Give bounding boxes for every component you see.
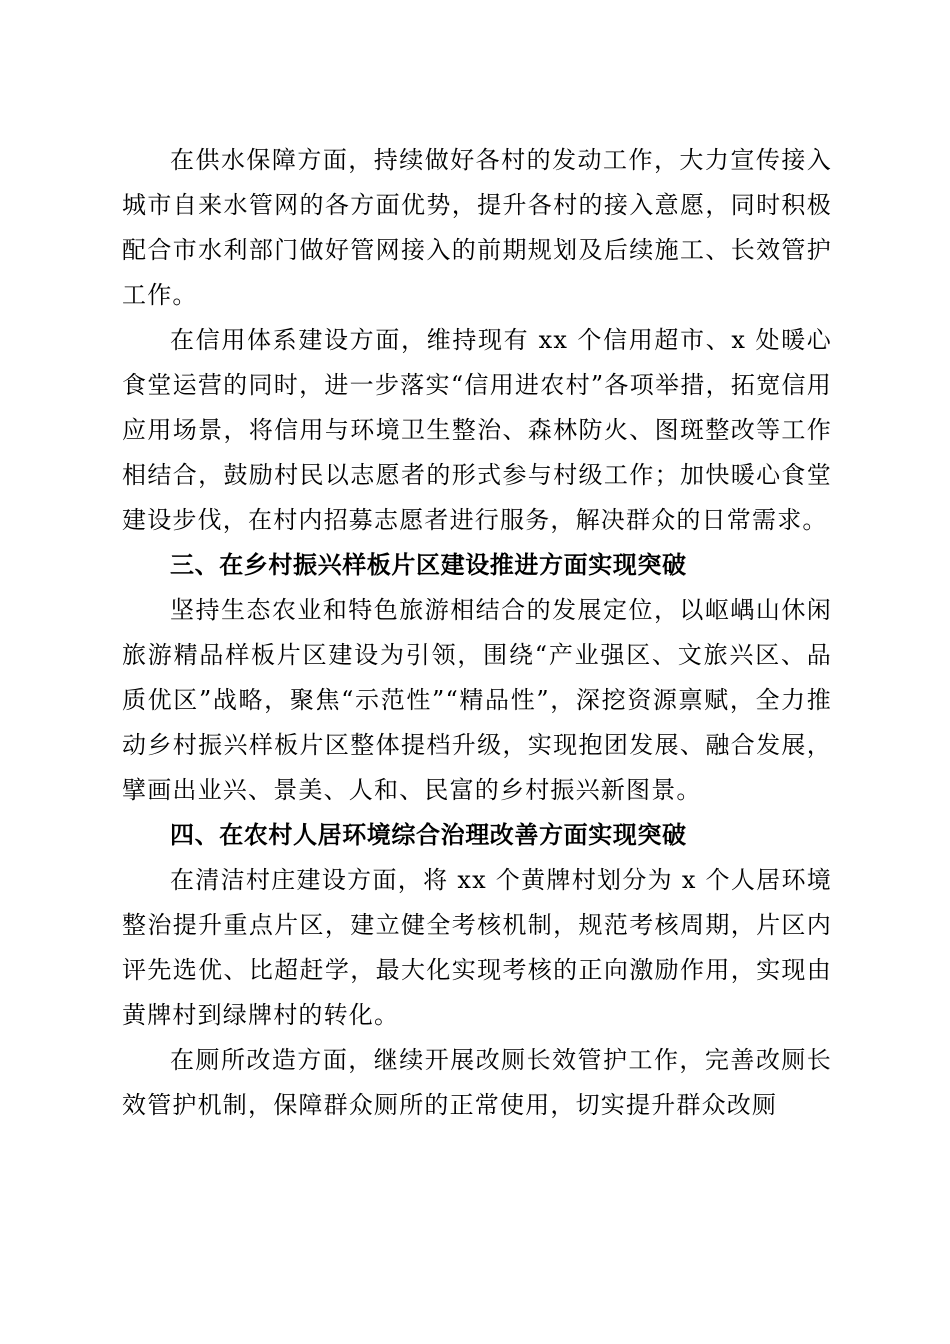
paragraph-clean-village: 在清洁村庄建设方面，将 xx 个黄牌村划分为 x 个人居环境整治提升重点片区，建立健全考核机制，规范考核周期，片区内评先选优、比超赶学，最大化实现考核的正向激励作用，实现由黄牌村到绿牌村的转化。 [122, 866, 832, 1029]
paragraph-water-supply: 在供水保障方面，持续做好各村的发动工作，大力宣传接入城市自来水管网的各方面优势，提升各村的接入意愿，同时积极配合市水利部门做好管网接入的前期规划及后续施工、长效管护工作。 [122, 146, 832, 309]
paragraph-credit-system: 在信用体系建设方面，维持现有 xx 个信用超市、x 处暖心食堂运营的同时，进一步落实“信用进农村”各项举措，拓宽信用应用场景，将信用与环境卫生整治、森林防火、图斑整改等工作相结合，鼓励村民以志愿者的形式参与村级工作；加快暖心食堂建设步伐，在村内招募志愿者进行服务，解决群众的日常需求。 [122, 326, 832, 534]
section-heading-3: 三、在乡村振兴样板片区建设推进方面实现突破 [170, 551, 687, 579]
section-heading-4: 四、在农村人居环境综合治理改善方面实现突破 [170, 821, 687, 849]
paragraph-toilet-renovation: 在厕所改造方面，继续开展改厕长效管护工作，完善改厕长效管护机制，保障群众厕所的正常使用，切实提升群众改厕 [122, 1046, 832, 1119]
document-body [122, 138, 832, 1128]
paragraph-rural-revitalization: 坚持生态农业和特色旅游相结合的发展定位，以岖嵎山休闲旅游精品样板片区建设为引领，围绕“产业强区、文旅兴区、品质优区”战略，聚焦“示范性”“精品性”，深挖资源禀赋，全力推动乡村振兴样板片区整体提档升级，实现抱团发展、融合发展，擘画出业兴、景美、人和、民富的乡村振兴新图景。 [122, 596, 832, 804]
